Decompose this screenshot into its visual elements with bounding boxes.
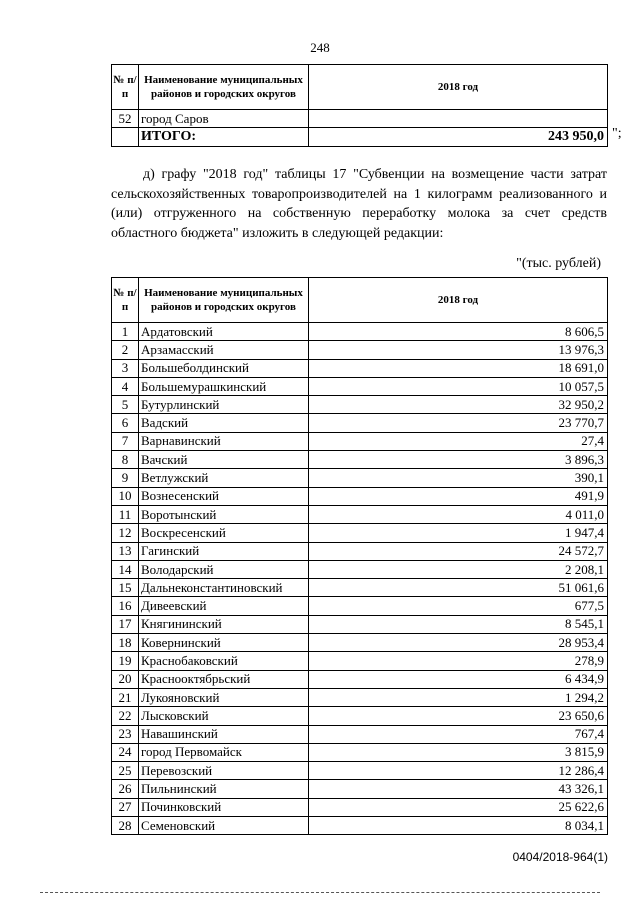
table-row [112,359,608,377]
table-row [112,524,608,542]
table-row [112,469,608,487]
row-num: 3 [112,359,139,377]
document-code: 0404/2018-964(1) [512,850,608,864]
table-row [112,341,608,359]
table-row [112,414,608,432]
row-value: 18 691,0 [309,359,608,377]
row-num: 14 [112,560,139,578]
table-row [112,634,608,652]
total-empty-cell [112,128,139,146]
row-value: 27,4 [309,432,608,450]
row-num: 12 [112,524,139,542]
row-name: Пильнинский [139,780,309,798]
row-name: Ковернинский [139,634,309,652]
row-value: 1 294,2 [309,688,608,706]
row-name: Большеболдинский [139,359,309,377]
row-value: 3 815,9 [309,743,608,761]
row-num: 26 [112,780,139,798]
row-value: 2 208,1 [309,560,608,578]
row-num: 1 [112,323,139,341]
row-value: 23 770,7 [309,414,608,432]
table-row [112,652,608,670]
page-number: 248 [310,40,330,55]
row-value: 25 622,6 [309,798,608,816]
table-row [112,323,608,341]
row-name: Бутурлинский [139,396,309,414]
table-row [112,597,608,615]
header-year: 2018 год [309,278,608,323]
row-name: Воскресенский [139,524,309,542]
row-value: 43 326,1 [309,780,608,798]
scan-artifact-line [40,892,600,895]
row-num: 28 [112,817,139,835]
row-num: 10 [112,487,139,505]
row-num: 13 [112,542,139,560]
row-name: Вознесенский [139,487,309,505]
table-body [112,323,608,835]
total-value: 243 950,0 [309,128,608,146]
row-num: 4 [112,377,139,395]
row-name: Лысковский [139,707,309,725]
table-row [112,688,608,706]
row-name: Краснобаковский [139,652,309,670]
row-num: 15 [112,579,139,597]
total-label: ИТОГО: [139,128,309,146]
table-row [112,579,608,597]
row-num: 18 [112,634,139,652]
table-row [112,377,608,395]
row-name: город Саров [139,110,309,128]
table-row [112,725,608,743]
row-value: 3 896,3 [309,451,608,469]
row-num: 2 [112,341,139,359]
row-name: Вачский [139,451,309,469]
row-name: Дивеевский [139,597,309,615]
total-row [112,128,608,146]
table-row [112,798,608,816]
header-name: Наименование муниципальных районов и городских округов [139,278,309,323]
table-row [112,707,608,725]
table-row [112,560,608,578]
header-name: Наименование муниципальных районов и городских округов [139,65,309,110]
table-header-row [112,65,608,110]
table-row [112,762,608,780]
row-name: Починковский [139,798,309,816]
row-name: Ардатовский [139,323,309,341]
row-value [309,110,608,128]
row-value: 8 606,5 [309,323,608,341]
row-num: 20 [112,670,139,688]
row-num: 11 [112,505,139,523]
row-value: 278,9 [309,652,608,670]
row-value: 8 034,1 [309,817,608,835]
row-num: 16 [112,597,139,615]
header-num: № п/п [112,278,139,323]
row-name: Лукояновский [139,688,309,706]
row-name: Варнавинский [139,432,309,450]
row-value: 10 057,5 [309,377,608,395]
row-value: 12 286,4 [309,762,608,780]
table-row [112,780,608,798]
table-row [112,615,608,633]
row-value: 767,4 [309,725,608,743]
row-value: 13 976,3 [309,341,608,359]
row-num: 6 [112,414,139,432]
row-num: 22 [112,707,139,725]
row-value: 28 953,4 [309,634,608,652]
table-subsidies [111,277,608,835]
row-name: город Первомайск [139,743,309,761]
row-value: 23 650,6 [309,707,608,725]
table-header-row [112,278,608,323]
table-row [112,487,608,505]
row-value: 8 545,1 [309,615,608,633]
row-name: Гагинский [139,542,309,560]
row-num: 23 [112,725,139,743]
table-row [112,542,608,560]
row-num: 7 [112,432,139,450]
row-name: Семеновский [139,817,309,835]
row-name: Вадский [139,414,309,432]
table-row [112,743,608,761]
amendment-paragraph: д) графу "2018 год" таблицы 17 "Субвенции на возмещение части затрат сельскохозяйственных товаропроизводителей на 1 килограмм реализованного и (или) отгруженного на собственную переработку молока за счет средств областного бюджета" изложить в следующей редакции: [111,167,607,241]
row-name: Большемурашкинский [139,377,309,395]
row-value: 677,5 [309,597,608,615]
row-value: 24 572,7 [309,542,608,560]
row-name: Володарский [139,560,309,578]
row-name: Перевозский [139,762,309,780]
row-num: 52 [112,110,139,128]
row-num: 5 [112,396,139,414]
table-row [112,110,608,128]
row-num: 21 [112,688,139,706]
row-name: Ветлужский [139,469,309,487]
header-num: № п/п [112,65,139,110]
table-row [112,396,608,414]
row-name: Воротынский [139,505,309,523]
header-year: 2018 год [309,65,608,110]
table-continuation [111,64,608,147]
table-row [112,670,608,688]
row-num: 19 [112,652,139,670]
row-value: 6 434,9 [309,670,608,688]
row-value: 390,1 [309,469,608,487]
row-name: Дальнеконстантиновский [139,579,309,597]
row-value: 491,9 [309,487,608,505]
row-num: 27 [112,798,139,816]
table-row [112,432,608,450]
row-name: Княгининский [139,615,309,633]
row-value: 4 011,0 [309,505,608,523]
closing-quote: "; [612,126,622,141]
row-num: 25 [112,762,139,780]
table-row [112,817,608,835]
row-num: 8 [112,451,139,469]
row-num: 9 [112,469,139,487]
unit-note: "(тыс. рублей) [516,256,601,271]
row-name: Краснооктябрьский [139,670,309,688]
row-name: Навашинский [139,725,309,743]
table-row [112,505,608,523]
table-row [112,451,608,469]
row-num: 24 [112,743,139,761]
row-num: 17 [112,615,139,633]
row-value: 1 947,4 [309,524,608,542]
row-value: 32 950,2 [309,396,608,414]
row-name: Арзамасский [139,341,309,359]
row-value: 51 061,6 [309,579,608,597]
